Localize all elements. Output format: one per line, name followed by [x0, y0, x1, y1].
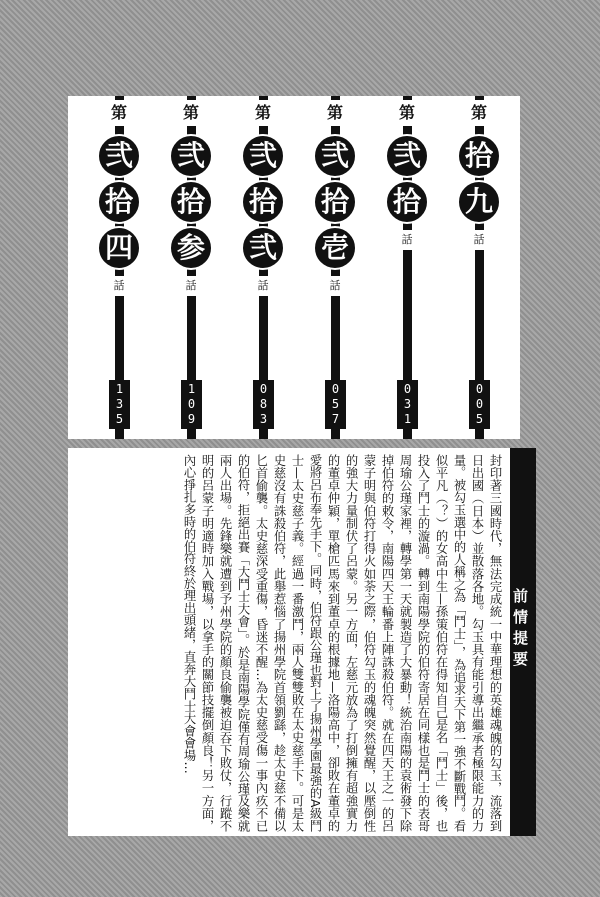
chapter-number-glyph: 拾: [241, 180, 285, 224]
chapter-number-glyph: 参: [169, 226, 213, 270]
chapter-number-glyph: 弐: [97, 134, 141, 178]
chapter-number-glyph: 弐: [241, 134, 285, 178]
page-digit: 8: [259, 397, 268, 411]
page-digit: 1: [403, 412, 412, 426]
chapter-entry-2[interactable]: [381, 96, 433, 439]
chapter-number-glyph: 拾: [385, 180, 429, 224]
story-summary: [68, 448, 536, 836]
page-digit: 3: [115, 397, 124, 411]
chapter-number-glyph: 拾: [457, 134, 501, 178]
chapter-entry-1[interactable]: [453, 96, 505, 439]
page-digit: 0: [331, 382, 340, 396]
chapter-page-number: [469, 380, 490, 429]
chapter-entry-4[interactable]: [237, 96, 289, 439]
chapter-number-glyph: 四: [97, 226, 141, 270]
page-digit: 3: [259, 412, 268, 426]
chapter-page-number: [325, 380, 346, 429]
page-digit: 0: [403, 382, 412, 396]
page-digit: 0: [187, 397, 196, 411]
chapter-number-glyph: 弐: [385, 134, 429, 178]
chapter-number-glyph: 壱: [313, 226, 357, 270]
page-digit: 1: [115, 382, 124, 396]
chapter-prefix: 第: [464, 100, 494, 126]
page-digit: 0: [475, 397, 484, 411]
chapter-number-glyph: 弐: [313, 134, 357, 178]
chapter-number-glyph: 九: [457, 180, 501, 224]
page-digit: 7: [331, 412, 340, 426]
chapter-number-glyph: 拾: [169, 180, 213, 224]
chapter-suffix: 話: [320, 276, 350, 296]
chapter-suffix: 話: [176, 276, 206, 296]
chapter-entry-3[interactable]: [309, 96, 361, 439]
table-of-contents: [68, 96, 520, 439]
chapter-page-number: [253, 380, 274, 429]
page-digit: 5: [115, 412, 124, 426]
chapter-page-number: [109, 380, 130, 429]
chapter-number-glyph: 拾: [313, 180, 357, 224]
page-digit: 1: [187, 382, 196, 396]
page-digit: 3: [403, 397, 412, 411]
page-digit: 0: [475, 382, 484, 396]
chapter-suffix: 話: [392, 230, 422, 250]
chapter-prefix: 第: [392, 100, 422, 126]
chapter-number-glyph: 弐: [241, 226, 285, 270]
page-digit: 0: [259, 382, 268, 396]
chapter-prefix: 第: [104, 100, 134, 126]
chapter-number-glyph: 拾: [97, 180, 141, 224]
chapter-entry-5[interactable]: [165, 96, 217, 439]
chapter-number-glyph: 弐: [169, 134, 213, 178]
summary-text: 封印著三國時代，無法完成統一中華理想的英雄魂魄的勾玉，流落到日出國（日本）並散落各地。勾玉具有能引導出繼承者極限能力的力量。被勾玉選中的人稱之為「鬥士」，為追求天下第一強不斷戰鬥。看似平凡（？）的女高中生—孫策伯符在得知自己是名「鬥士」後，也投入了鬥士的漩渦。轉到南陽學院的伯符寄居在同樣也是鬥士的表哥周瑜公瑾家裡，轉學第一天就製造了大暴動！統治南陽的袁術發下除掉伯符的敕令，南陽四天王輪番上陣誅殺伯符。就在四天王之一的呂蒙子明與伯符打得火如荼之際，伯符勾玉的魂魄突然覺醒，以壓倒性的強大力量制伏了呂蒙。另一方面，左慈元放為了打倒擁有超強實力的董卓仲穎，單槍匹馬來到董卓的根據地—洛陽高中，卻敗在董卓的愛將呂布奉先手下。同時，伯符跟公瑾也對上了揚州學園最強的A級鬥士—太史慈子義。經過一番激鬥，兩人雙雙敗在太史慈手下。可是太史慈沒有誅殺伯符，此舉惹惱了揚州學院首領劉繇，趁太史慈不備以匕首偷襲。太史慈深受重傷，昏迷不醒…為太史慈受傷一事內疚不已的伯符，拒絕出賽「大鬥士大會」。於是南陽學院僅有周瑜公瑾及樂就兩人出場。先鋒樂就遭到予州學院的顏良偷襲被迫吞下敗仗，行蹤不明的呂蒙子明適時加入戰場，以拿手的關節技擺倒顏良！另一方面，內心掙扎多時的伯符終於理出頭緒，直奔大鬥士大會會場…: [182, 454, 502, 832]
chapter-prefix: 第: [176, 100, 206, 126]
chapter-page-number: [397, 380, 418, 429]
page-digit: 5: [331, 397, 340, 411]
chapter-suffix: 話: [104, 276, 134, 296]
chapter-suffix: 話: [464, 230, 494, 250]
chapter-prefix: 第: [248, 100, 278, 126]
chapter-page-number: [181, 380, 202, 429]
page-digit: 5: [475, 412, 484, 426]
chapter-suffix: 話: [248, 276, 278, 296]
summary-title: 前情提要: [510, 448, 536, 836]
chapter-prefix: 第: [320, 100, 350, 126]
chapter-entry-6[interactable]: [93, 96, 145, 439]
page-digit: 9: [187, 412, 196, 426]
